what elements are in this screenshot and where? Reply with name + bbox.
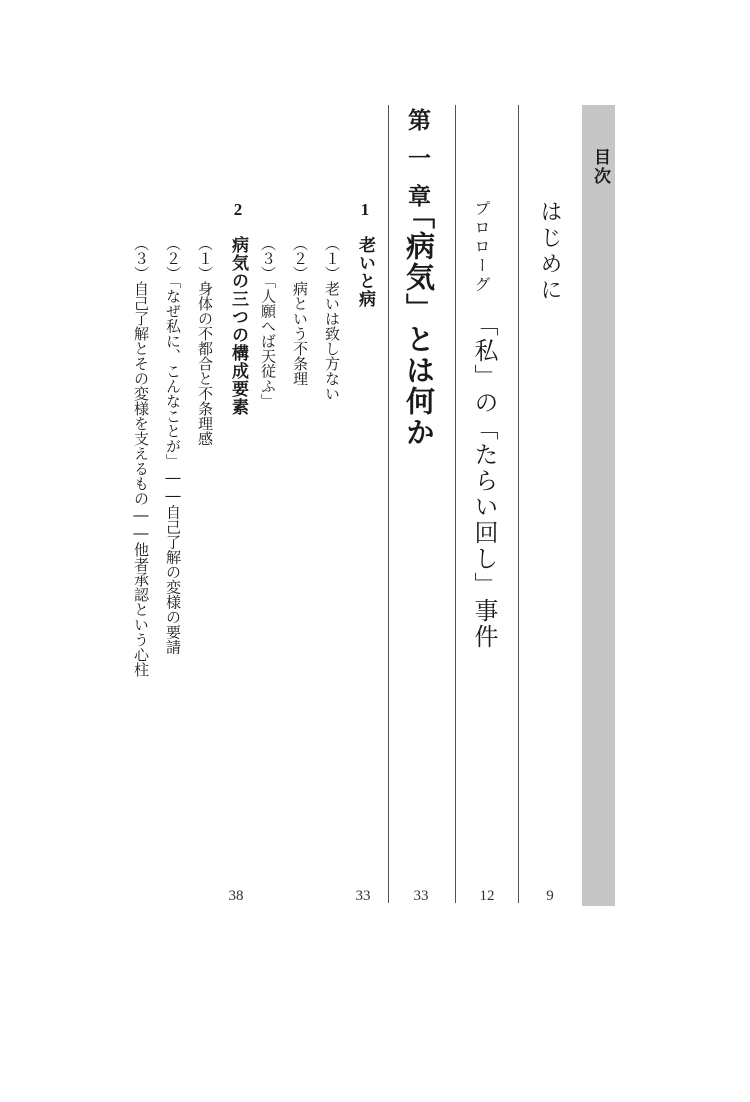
prologue-label: プロローグ — [472, 200, 491, 295]
chapter1-title[interactable]: 「病気」とは何か — [402, 200, 436, 448]
section2-title[interactable]: 病気の三つの構成要素 — [228, 236, 248, 416]
section1-item-3[interactable]: （３）「人願へば天従ふ」 — [259, 236, 277, 409]
section2-item-1[interactable]: （１）身体の不都合と不条理感 — [196, 236, 214, 446]
section1-item-2[interactable]: （２）病という不条理 — [291, 236, 309, 386]
intro-title[interactable]: はじめに — [537, 200, 562, 304]
section1-title[interactable]: 老いと病 — [355, 236, 375, 308]
chapter1-label: 第一章 — [404, 108, 431, 222]
section2-item-3[interactable]: （３）自己了解とその変様を支えるもの――他者承認という心柱 — [132, 236, 150, 677]
section2-number: 2 — [233, 200, 243, 219]
divider-rule-2 — [455, 105, 456, 903]
prologue-title[interactable]: 「私」の「たらい回し」事件 — [470, 312, 498, 650]
section1-number: 1 — [360, 200, 370, 219]
section1-item-1[interactable]: （１）老いは致し方ない — [323, 236, 341, 401]
toc-header-band — [582, 105, 615, 906]
section1-page: 33 — [355, 888, 371, 904]
divider-rule-3 — [388, 105, 389, 903]
prologue-page: 12 — [479, 888, 495, 904]
toc-heading: 目次 — [590, 148, 610, 186]
intro-page: 9 — [546, 888, 554, 904]
section2-item-2[interactable]: （２）「なぜ私に、こんなことが」――自己了解の変様の要請 — [164, 236, 182, 655]
chapter1-page: 33 — [413, 888, 429, 904]
section2-page: 38 — [228, 888, 244, 904]
divider-rule-1 — [518, 105, 519, 903]
